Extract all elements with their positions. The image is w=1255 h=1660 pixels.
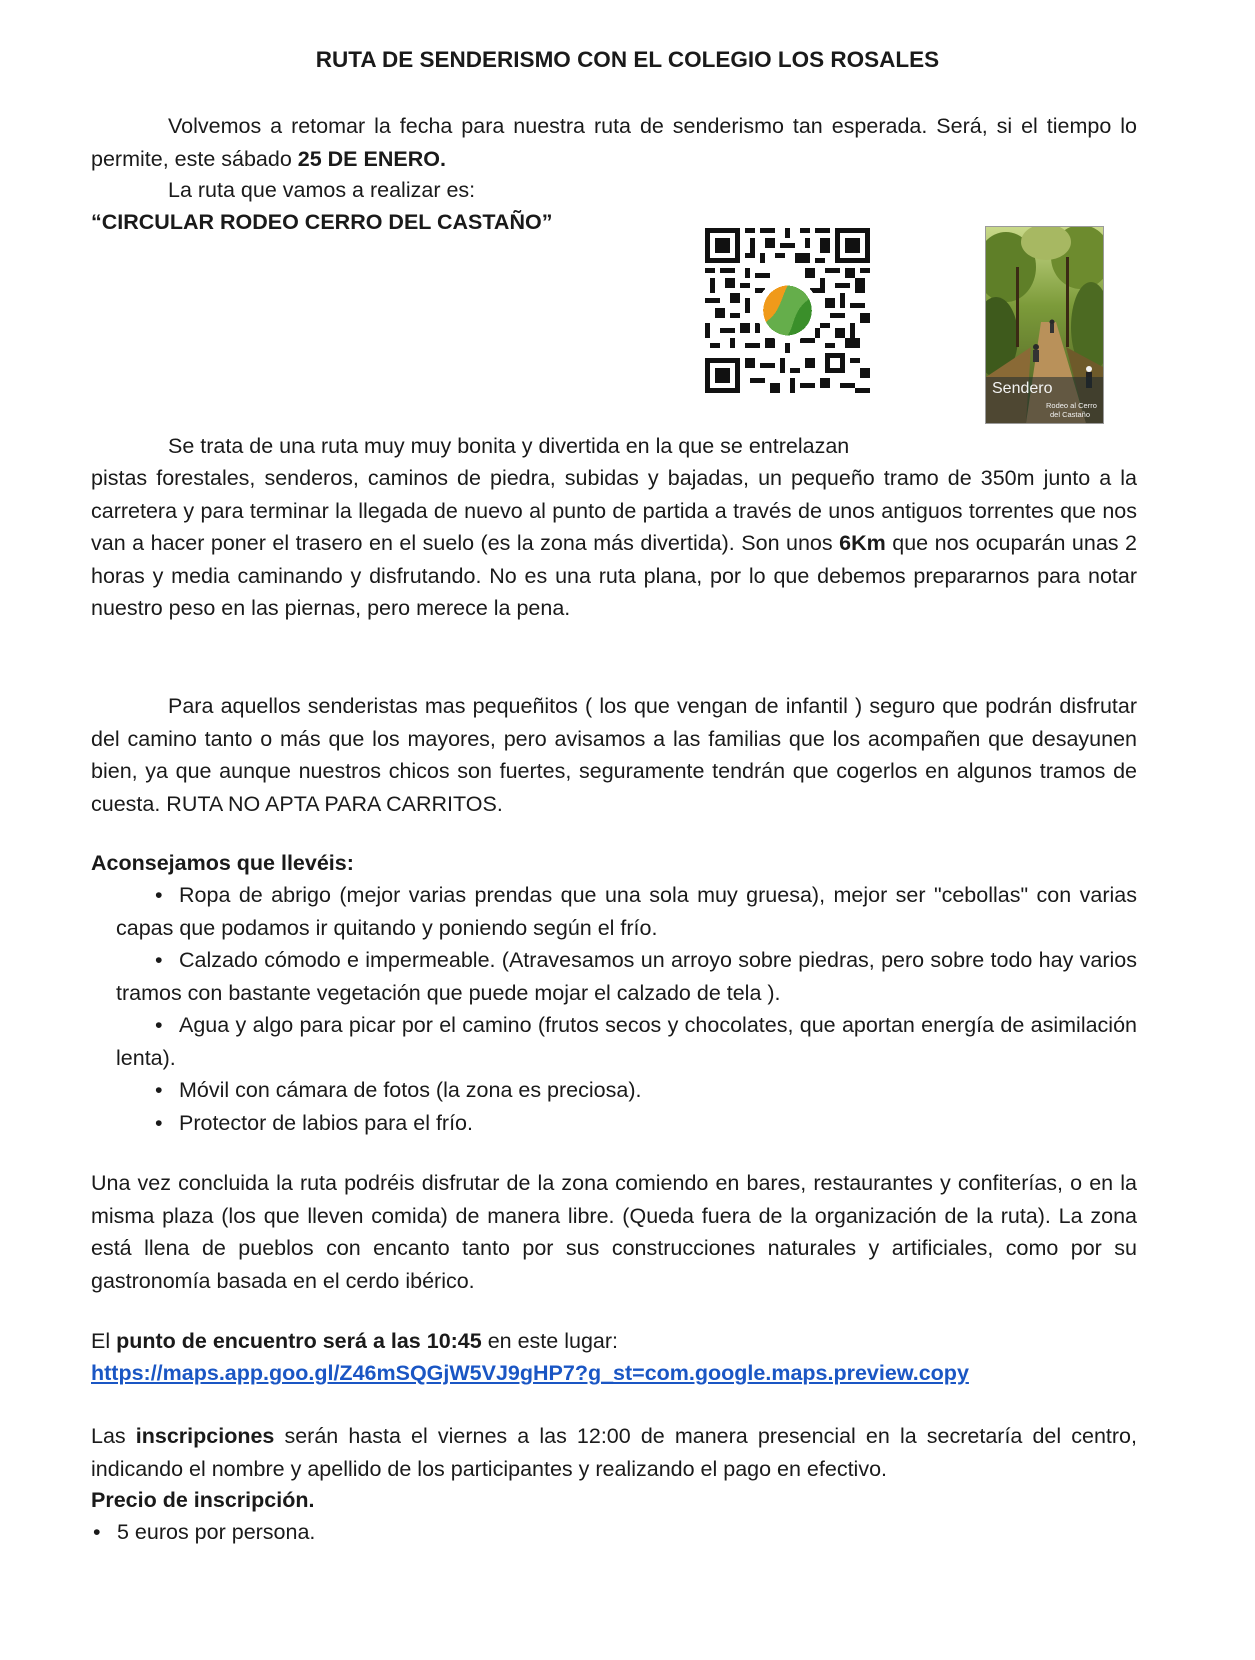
price-heading: Precio de inscripción.: [91, 1488, 315, 1512]
route-intro-text: La ruta que vamos a realizar es:: [168, 178, 476, 202]
meeting-map-link[interactable]: https://maps.app.goo.gl/Z46mSQGjW5VJ9gHP7?g_st=com.google.maps.preview.copy: [91, 1361, 969, 1385]
qr-code-image[interactable]: [705, 228, 870, 393]
advice-item: • Calzado cómodo e impermeable. (Atravesamos un arroyo sobre piedras, pero sobre todo hay varios tramos con bastante vegetación que puede mojar el calzado de tela ).: [116, 948, 1137, 1005]
poster-caption-line2: del Castaño: [1050, 410, 1091, 419]
description-first-line: Se trata de una ruta muy muy bonita y divertida en la que se entrelazan: [168, 434, 850, 458]
registration-keyword: inscripciones: [135, 1424, 275, 1448]
document-title: RUTA DE SENDERISMO CON EL COLEGIO LOS ROSALES: [315, 47, 940, 72]
intro-text: Volvemos a retomar la fecha para nuestra ruta de senderismo tan esperada. Será, si el tiempo lo permite, este sábado: [91, 114, 1137, 171]
advice-heading: Aconsejamos que llevéis:: [91, 851, 354, 875]
registration-paragraph: Las inscripciones serán hasta el viernes a las 12:00 de manera presencial en la secretaría del centro, indicando el nombre y apellido de los participantes y realizando el pago en efectivo.: [91, 1424, 1137, 1481]
advice-item: • Protector de labios para el frío.: [155, 1110, 473, 1135]
event-date: 25 DE ENERO.: [297, 146, 446, 171]
poster-brand: Sendero: [992, 380, 1053, 397]
description-text-a: pistas forestales, senderos, caminos de piedra, subidas y bajadas, un pequeño tramo de 350m junto a la carretera y para terminar la llegada de nuevo al punto de partida a través de unos antiguos torrentes que nos van a hacer poner el trasero en el suelo (es la zona más divertida). Son unos: [91, 466, 1137, 555]
route-distance: 6Km: [839, 531, 886, 555]
advice-list: [91, 879, 1137, 1139]
intro-paragraph: [91, 110, 1137, 175]
advice-item: • Móvil con cámara de fotos (la zona es preciosa).: [155, 1078, 642, 1102]
meeting-point-line: El punto de encuentro será a las 10:45 en este lugar:: [91, 1329, 618, 1353]
after-route-paragraph: Una vez concluida la ruta podréis disfrutar de la zona comiendo en bares, restaurantes y confiterías, o en la misma plaza (los que lleven comida) de manera libre. (Queda fuera de la organización de la ruta). La zona está llena de pueblos con encanto tanto por sus construcciones naturales y artificiales, como por su gastronomía basada en el cerdo ibérico.: [91, 1171, 1137, 1293]
advice-item: • Agua y algo para picar por el camino (frutos secos y chocolates, que aportan energía de asimilación lenta).: [116, 1013, 1137, 1070]
poster-caption-line1: Rodeo al Cerro: [1046, 401, 1097, 410]
price-list: [91, 1516, 1137, 1549]
kids-paragraph: Para aquellos senderistas mas pequeñitos ( los que vengan de infantil ) seguro que podrán disfrutar del camino tanto o más que los mayores, pero avisamos a las familias que los acompañen que desayunen bien, ya que aunque nuestros chicos son fuertes, seguramente tendrán que cogerlos en algunos tramos de cuesta. RUTA NO APTA PARA CARRITOS.: [91, 694, 1137, 816]
advice-item: • Ropa de abrigo (mejor varias prendas que una sola muy gruesa), mejor ser "cebollas" con varias capas que podamos ir quitando y poniendo según el frío.: [116, 883, 1137, 940]
description-paragraph: [91, 462, 1137, 625]
meeting-link-line: [91, 1357, 1137, 1390]
forest-trail-photo: [986, 227, 1103, 423]
route-name: “CIRCULAR RODEO CERRO DEL CASTAÑO”: [91, 210, 553, 234]
meeting-time: punto de encuentro será a las 10:45: [116, 1329, 482, 1353]
route-poster-image[interactable]: [985, 226, 1104, 424]
description-text-b: que nos ocuparán unas 2 horas y media caminando y disfrutando. No es una ruta plana, por lo que debemos prepararnos para notar nuestro peso en las piernas, pero merece la pena.: [91, 531, 1137, 620]
price-item: • 5 euros por persona.: [93, 1520, 316, 1544]
